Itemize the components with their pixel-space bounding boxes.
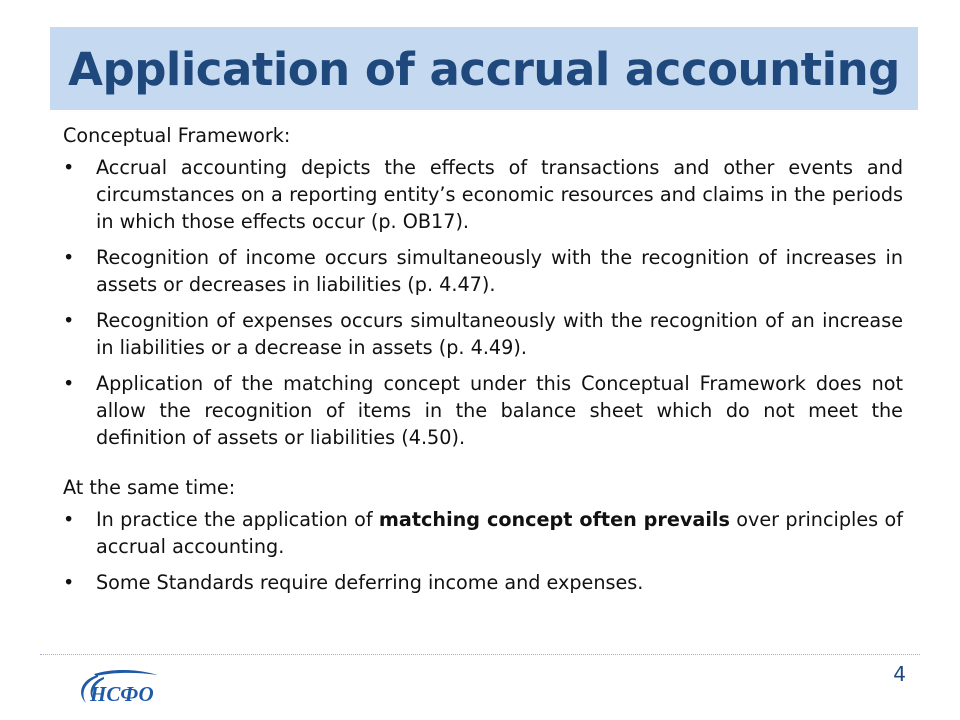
section-gap: [63, 460, 903, 474]
nsfo-logo: [74, 666, 164, 710]
bullet-dot: •: [63, 309, 75, 332]
page-number: 4: [893, 662, 906, 686]
section-heading-conceptual-framework: Conceptual Framework:: [63, 124, 291, 147]
bullet-dot: •: [63, 508, 75, 531]
bullet-item: [63, 370, 903, 451]
bullet-dot: •: [63, 571, 75, 594]
bullet-text-after: over principles of accrual accounting.: [96, 508, 903, 558]
slide-title: Application of accrual accounting: [68, 43, 900, 96]
footer-divider: [40, 654, 920, 655]
bullet-dot: •: [63, 246, 75, 269]
bullet-text-before: In practice the application of: [96, 508, 379, 531]
bullet-item: [63, 244, 903, 298]
bullet-item: [63, 569, 903, 596]
logo-text: НСФО: [90, 682, 154, 706]
bullet-list-conceptual-framework: [63, 154, 903, 451]
bullet-dot: •: [63, 156, 75, 179]
bullet-list-at-the-same-time: [63, 506, 903, 596]
bullet-text: Recognition of expenses occurs simultaneously with the recognition of an increase in liabilities or a decrease in assets (p. 4.49).: [96, 309, 903, 359]
bullet-text: Accrual accounting depicts the effects of transactions and other events and circumstances on a reporting entity’s economic resources and claims in the periods in which those effects occur (p. OB17).: [96, 156, 903, 233]
bullet-item: [63, 307, 903, 361]
bullet-text: Recognition of income occurs simultaneously with the recognition of increases in assets or decreases in liabilities (p. 4.47).: [96, 246, 903, 296]
slide-content: [63, 122, 903, 605]
bullet-dot: •: [63, 372, 75, 395]
bullet-item: [63, 506, 903, 560]
bullet-item: [63, 154, 903, 235]
section-heading-at-the-same-time: At the same time:: [63, 476, 236, 499]
bullet-text: Some Standards require deferring income and expenses.: [96, 571, 644, 594]
bullet-text-emphasis: matching concept often prevails: [378, 508, 730, 531]
bullet-text: Application of the matching concept under this Conceptual Framework does not allow the recognition of items in the balance sheet which do not meet the definition of assets or liabilities (4.50).: [96, 372, 903, 449]
logo-swoosh-top: [94, 670, 158, 676]
